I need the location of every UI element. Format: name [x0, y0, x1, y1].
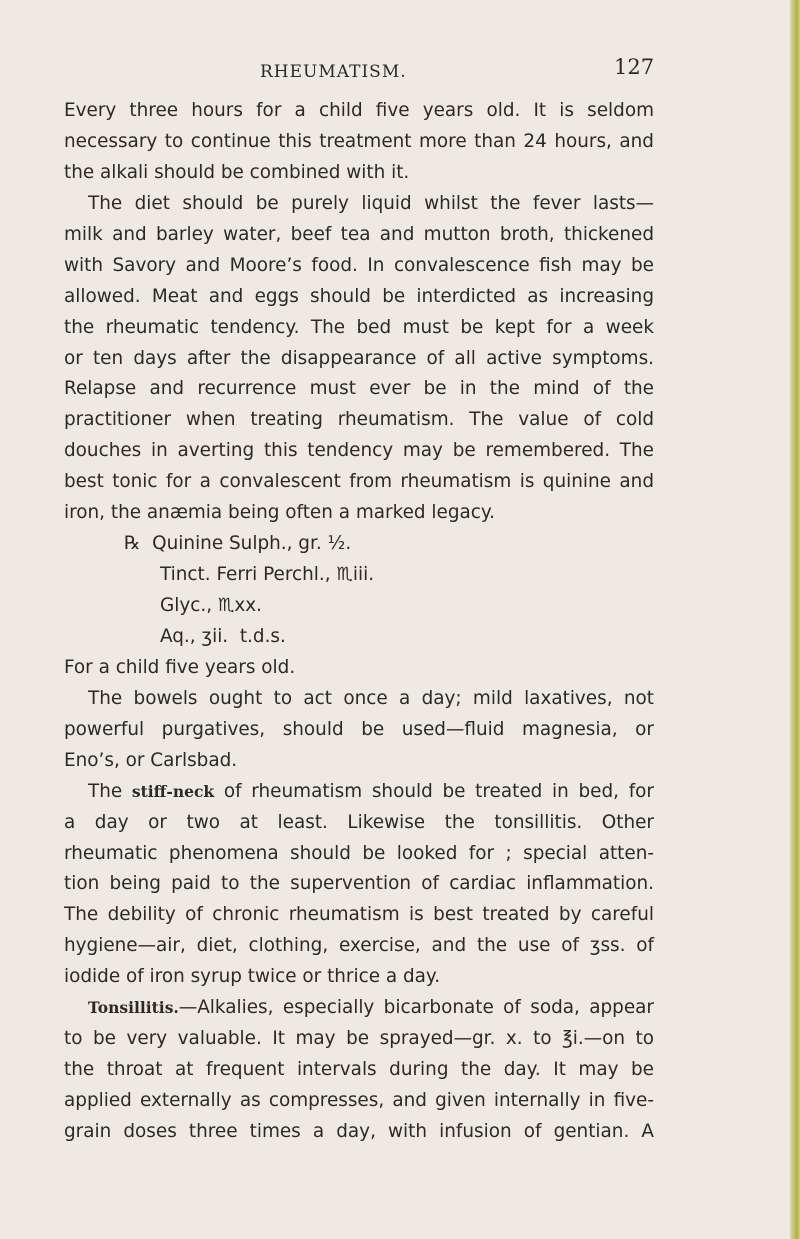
- text-line: Glyc., ♏xx.: [160, 595, 262, 616]
- text-line: to be very valuable. It may be sprayed—gr. x. to ℥i.—on to: [64, 1028, 654, 1050]
- line-text: of rheumatism should be treated in bed, for: [223, 780, 654, 802]
- text-line: best tonic for a convalescent from rheumatism is quinine and: [64, 471, 654, 493]
- text-line: Eno’s, or Carlsbad.: [64, 749, 238, 771]
- text-line: grain doses three times a day, with infusion of gentian. A: [64, 1120, 654, 1142]
- text-line: powerful purgatives, should be used—fluid magnesia, or: [64, 718, 654, 740]
- text-line: hygiene—air, diet, clothing, exercise, and the use of ʒss. of: [64, 935, 654, 957]
- text-line: iodide of iron syrup twice or thrice a day.: [64, 966, 441, 988]
- text-line: douches in averting this tendency may be remembered. The: [64, 440, 654, 462]
- text-line: the rheumatic tendency. The bed must be kept for a week: [64, 316, 654, 338]
- text-line: ℞ Quinine Sulph., gr. ½.: [124, 533, 352, 555]
- text-line: allowed. Meat and eggs should be interdicted as increasing: [64, 285, 654, 307]
- text-line: The debility of chronic rheumatism is best treated by careful: [64, 904, 654, 926]
- line-lead: The: [88, 780, 132, 802]
- bold-term: Tonsillitis.: [88, 998, 179, 1018]
- text-line: a day or two at least. Likewise the tonsillitis. Other: [64, 811, 654, 833]
- bold-term: stiff-neck: [131, 781, 215, 801]
- text-line: rheumatic phenomena should be looked for ; special atten-: [64, 842, 654, 864]
- text-line: or ten days after the disappearance of all active symptoms.: [64, 347, 654, 369]
- text-line: Aq., ʒii. t.d.s.: [160, 625, 286, 647]
- text-line: The bowels ought to act once a day; mild laxatives, not: [88, 687, 654, 709]
- text-line: necessary to continue this treatment more than 24 hours, and: [64, 130, 654, 152]
- page-edge: [790, 0, 800, 1239]
- line-text: —Alkalies, especially bicarbonate of soda, appear: [178, 997, 654, 1019]
- text-line: Relapse and recurrence must ever be in the mind of the: [64, 378, 654, 400]
- text-line: The diet should be purely liquid whilst the fever lasts—: [88, 192, 654, 214]
- text-line: [64, 777, 654, 808]
- text-line: [64, 993, 654, 1024]
- body-text: [64, 96, 654, 1148]
- text-line: tion being paid to the supervention of cardiac inflammation.: [64, 873, 654, 895]
- text-line: applied externally as compresses, and given internally in five-: [64, 1090, 654, 1111]
- text-line: For a child five years old.: [64, 656, 296, 678]
- text-line: the alkali should be combined with it.: [64, 161, 410, 183]
- text-line: iron, the anæmia being often a marked legacy.: [64, 502, 495, 524]
- page-number: 127: [614, 55, 655, 79]
- text-line: Every three hours for a child five years old. It is seldom: [64, 100, 654, 121]
- text-line: practitioner when treating rheumatism. The value of cold: [64, 409, 654, 431]
- text-line: the throat at frequent intervals during the day. It may be: [64, 1059, 654, 1081]
- running-title: RHEUMATISM.: [260, 62, 407, 82]
- text-line: milk and barley water, beef tea and mutton broth, thickened: [64, 223, 654, 245]
- text-line: Tinct. Ferri Perchl., ♏iii.: [160, 564, 375, 586]
- text-line: with Savory and Moore’s food. In convalescence fish may be: [64, 254, 654, 276]
- running-header: [0, 55, 800, 89]
